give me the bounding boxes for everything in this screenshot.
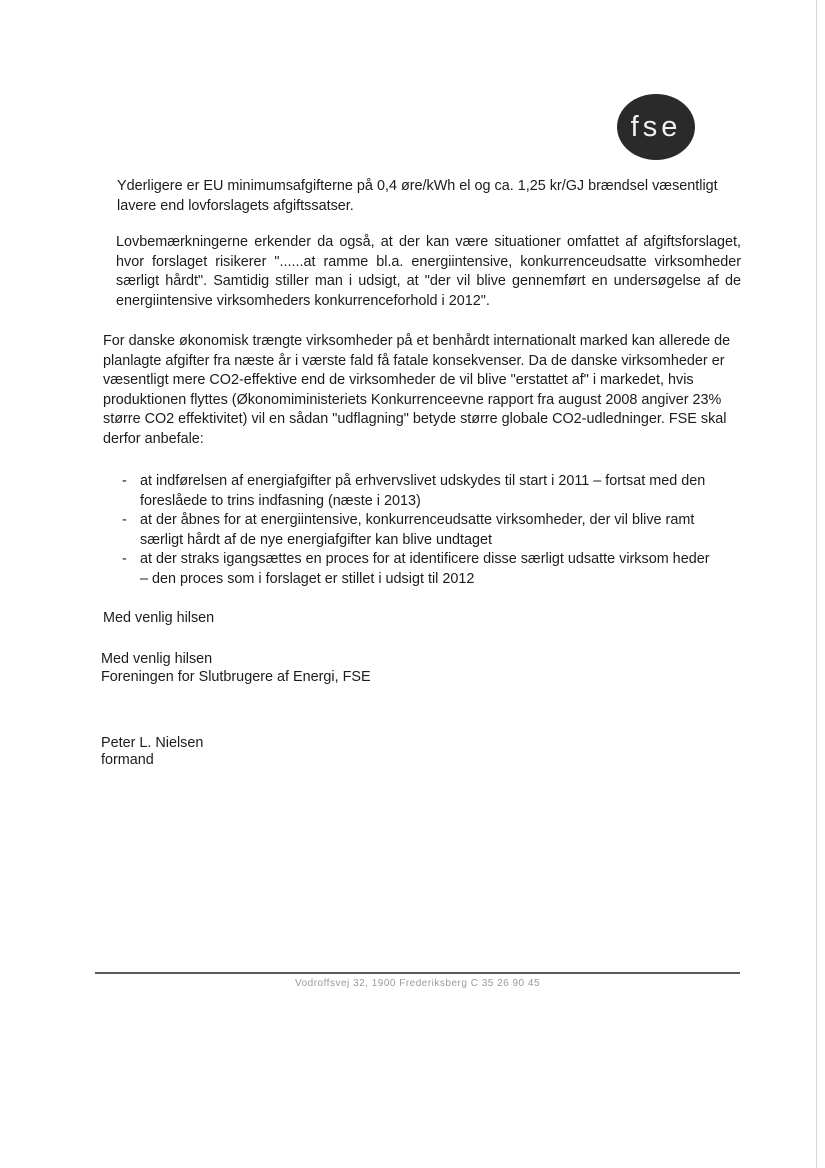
paragraph-eu-minimum: Yderligere er EU minimumsafgifterne på 0,4 øre/kWh el og ca. 1,25 kr/GJ brændsel væsentligt lavere end lovforslagets afgiftssatser. bbox=[117, 178, 718, 214]
footer-divider bbox=[95, 972, 740, 974]
list-item: - at indførelsen af energiafgifter på erhvervslivet udskydes til start i 2011 – fortsat med den foreslåede to trins indfasning (næste i 2013) bbox=[118, 472, 718, 511]
signer-title: formand bbox=[101, 752, 154, 768]
signer-name: Peter L. Nielsen bbox=[101, 735, 204, 751]
paragraph-lovbemaerkninger: Lovbemærkningerne erkender da også, at der kan være situationer omfattet af afgiftsforslaget, hvor forslaget risikerer "......at ramme bl.a. energiintensive, konkurrenceudsatte virksomheder særligt hårdt". Samtidig stiller man i udsigt, at "der vil blive gennemført en undersøgelse af de energiintensive virksomheders konkurrenceforhold i 2012". bbox=[116, 234, 741, 309]
page-edge bbox=[816, 0, 817, 1168]
paragraph-recommendation: For danske økonomisk trængte virksomheder på et benhårdt internationalt marked kan allerede de planlagte afgifter fra næste år i værste fald få fatale konsekvenser. Da de danske virksomheder er væsentligt mere CO2-effektive end de virksomheder de vil blive "erstattet af" i markedet, hvis produktionen flyttes (Økonomiministeriets Konkurrenceevne rapport fra august 2008 angiver 23% større CO2 effektivitet) vil en sådan "udflagning" betyde større globale CO2-udledninger. FSE skal derfor anbefale: bbox=[103, 333, 731, 447]
list-item: - at der straks igangsættes en proces for at identificere disse særligt udsatte virksom heder – den proces som i forslaget er stillet i udsigt til 2012 bbox=[118, 550, 718, 589]
recommendation-list bbox=[118, 472, 718, 589]
logo-text: fse bbox=[630, 110, 682, 143]
organization-name: Foreningen for Slutbrugere af Energi, FSE bbox=[101, 669, 371, 685]
list-item: - at der åbnes for at energiintensive, konkurrenceudsatte virksomheder, der vil blive ramt særligt hårdt af de nye energiafgifter kan blive undtaget bbox=[118, 511, 718, 550]
fse-logo bbox=[617, 94, 695, 160]
greeting-second: Med venlig hilsen bbox=[101, 651, 213, 667]
footer-address: Vodroffsvej 32, 1900 Frederiksberg C 35 26 90 45 bbox=[294, 978, 541, 989]
greeting-first: Med venlig hilsen bbox=[103, 610, 215, 626]
